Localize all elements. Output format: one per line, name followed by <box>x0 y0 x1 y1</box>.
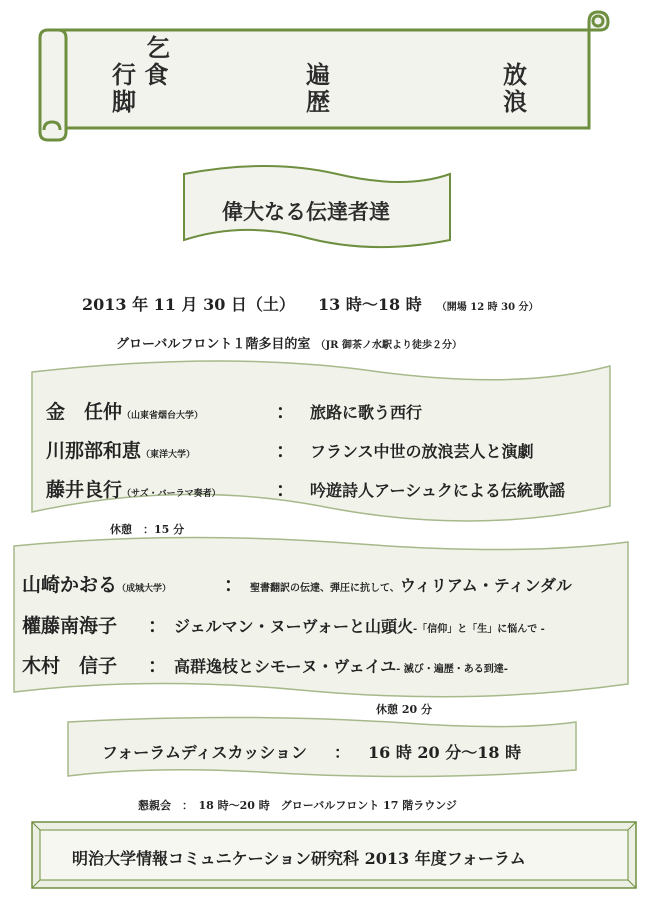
talk-title: 旅路に歌う西行 <box>310 403 423 422</box>
session2-item <box>22 651 117 678</box>
session2-item <box>22 611 117 638</box>
speaker-affiliation: （東洋大学） <box>141 450 196 460</box>
session1-item <box>46 436 195 463</box>
session1-item <box>46 475 221 502</box>
event-datetime <box>82 292 539 315</box>
title-char: 乞 <box>146 33 170 62</box>
talk-title: ジェルマン・ヌーヴォーと山頭火 <box>174 617 414 636</box>
speaker-name: 木村 信子 <box>22 655 118 677</box>
separator: ： <box>148 615 168 637</box>
talk-subtitle: -「信仰」と「生」に悩んで - <box>413 624 545 635</box>
speaker-name: 山崎かおる <box>22 574 118 596</box>
separator: ： <box>276 440 296 462</box>
separator: ： <box>276 479 296 501</box>
speaker-name: 川那部和恵 <box>46 440 142 462</box>
event-time: 13 時～18 時 <box>318 295 422 314</box>
talk <box>250 573 572 596</box>
session2-item <box>22 570 171 597</box>
talk <box>174 614 545 637</box>
title-char: 浪 <box>503 87 527 116</box>
event-venue <box>116 333 462 352</box>
separator: ： <box>276 401 296 423</box>
doors-open: （開場 12 時 30 分） <box>436 302 539 313</box>
break-2: 休憩 20 分 <box>376 703 432 716</box>
break-1: 休憩 ：15 分 <box>110 523 185 536</box>
speaker-affiliation: （成城大学） <box>117 584 172 594</box>
title-group-1 <box>112 34 170 115</box>
speaker-affiliation: （サズ・バーラマ奏者） <box>122 489 221 499</box>
speaker-affiliation: （山東省烟台大学） <box>122 411 204 421</box>
talk-prefix: 聖書翻訳の伝達、弾圧に抗して、 <box>250 583 400 594</box>
talk <box>174 654 508 677</box>
separator: ： <box>148 655 168 677</box>
title-char: 脚 <box>112 87 136 116</box>
title-char: 歴 <box>306 87 330 116</box>
speaker-name: 金 任仲 <box>46 401 123 423</box>
organizer-footer: 明治大学情報コミュニケーション研究科 2013 年度フォーラム <box>72 849 526 868</box>
separator: ： <box>334 743 351 762</box>
session1-item <box>46 397 203 424</box>
social-gathering: 懇親会 ： 18 時～20 時 グローバルフロント 17 階ラウンジ <box>138 799 457 812</box>
speaker-name: 藤井良行 <box>46 479 123 501</box>
talk-title: 高群逸枝とシモーヌ・ヴェイユ <box>174 657 397 676</box>
talk-subtitle: - 滅び・遍歴・ある到達- <box>396 664 508 675</box>
talk-title: ウィリアム・ティンダル <box>399 576 572 595</box>
title-char: 行 食 <box>112 60 169 89</box>
title-char: 放 <box>503 60 527 89</box>
subtitle: 偉大なる伝達者達 <box>222 199 390 224</box>
event-date: 2013 年 11 月 30 日（土） <box>82 295 295 314</box>
title-group-2 <box>306 61 330 115</box>
venue-name: グローバルフロント１階多目的室 <box>116 337 311 352</box>
discussion-label: フォーラムディスカッション <box>102 743 307 762</box>
discussion-time: 16 時 20 分～18 時 <box>368 743 522 762</box>
talk-title: 吟遊詩人アーシュクによる伝統歌謡 <box>310 481 565 500</box>
separator: ： <box>224 574 244 596</box>
title-char: 遍 <box>306 60 330 89</box>
speaker-name: 權藤南海子 <box>22 615 118 637</box>
venue-access: （JR 御茶ノ水駅より徒歩２分） <box>315 340 462 351</box>
title-group-3 <box>503 61 527 115</box>
talk-title: フランス中世の放浪芸人と演劇 <box>310 442 534 461</box>
